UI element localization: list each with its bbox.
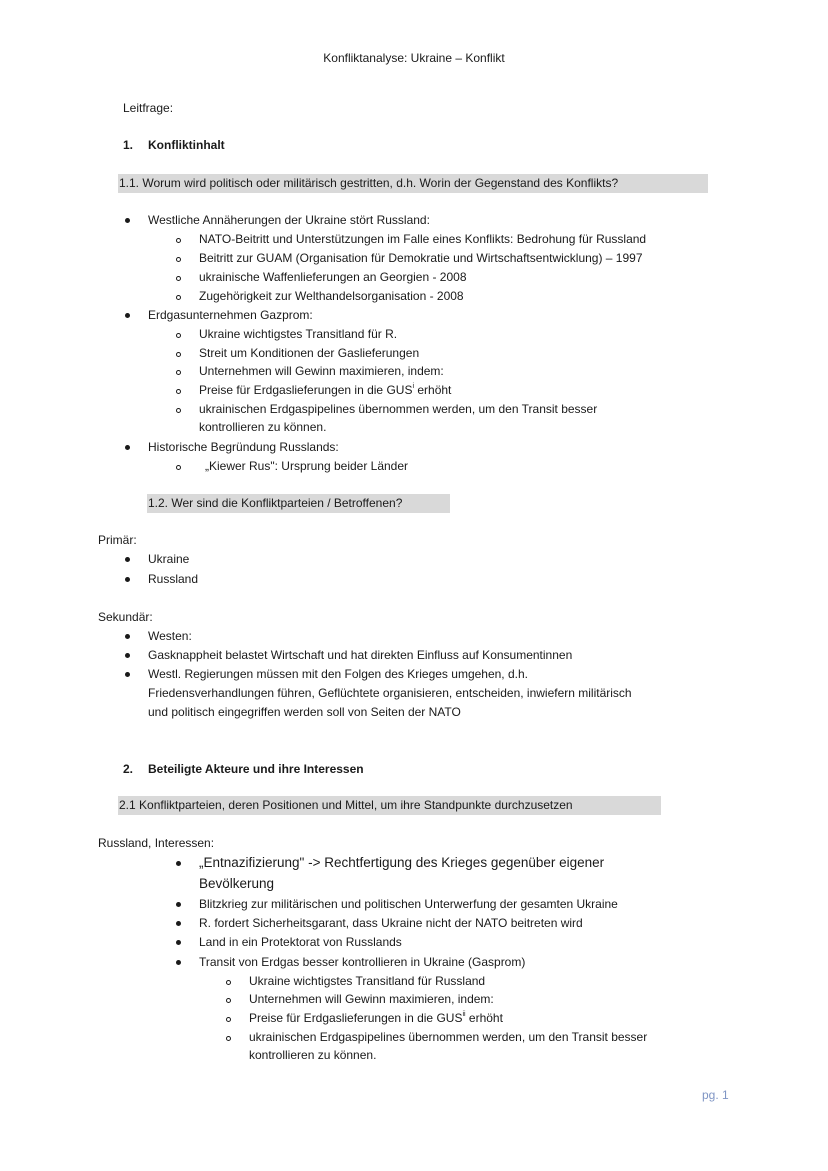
page-number: pg. 1	[702, 1088, 729, 1102]
list-item-continuation: kontrollieren zu können.	[199, 420, 327, 434]
bullet-icon	[125, 653, 130, 658]
bullet-icon	[125, 445, 130, 450]
list-item	[249, 1010, 503, 1026]
section-1-number: 1.	[123, 138, 134, 152]
list-item: Ukraine wichtigstes Transitland für R.	[199, 327, 398, 341]
bullet-icon	[125, 634, 130, 639]
list-item: Streit um Konditionen der Gaslieferungen	[199, 346, 420, 360]
list-item-continuation: kontrollieren zu können.	[249, 1048, 377, 1062]
bullet-icon	[125, 557, 130, 562]
list-item-continuation: und politisch eingegriffen werden soll von Seiten der NATO	[148, 705, 461, 719]
section-2-title: Beteiligte Akteure und ihre Interessen	[148, 762, 364, 776]
bullet-icon	[125, 672, 130, 677]
bullet-icon	[176, 940, 181, 945]
list-item: Westliche Annäherungen der Ukraine stört Russland:	[148, 213, 430, 227]
question-1-1: 1.1. Worum wird politisch oder militärisch gestritten, d.h. Worin der Gegenstand des Konflikts?	[119, 176, 619, 190]
bullet-icon	[176, 960, 181, 965]
primaer-label: Primär:	[98, 533, 137, 547]
list-item: Blitzkrieg zur militärischen und politischen Unterwerfung der gesamten Ukraine	[199, 897, 618, 911]
list-item-continuation: Friedensverhandlungen führen, Geflüchtete organisieren, entscheiden, inwiefern militärisch	[148, 686, 632, 700]
list-item-text: Preise für Erdgaslieferungen in die GUS	[199, 383, 413, 397]
list-item-continuation: Bevölkerung	[199, 876, 275, 891]
footnote-mark: i	[412, 383, 415, 390]
circle-bullet-icon	[226, 980, 231, 985]
circle-bullet-icon	[226, 1017, 231, 1022]
list-item-text: Preise für Erdgaslieferungen in die GUS	[249, 1011, 463, 1025]
list-item: Westl. Regierungen müssen mit den Folgen des Krieges umgehen, d.h.	[148, 667, 528, 681]
circle-bullet-icon	[176, 333, 181, 338]
bullet-icon	[125, 313, 130, 318]
list-item: Land in ein Protektorat von Russlands	[199, 935, 402, 949]
list-item: Historische Begründung Russlands:	[148, 440, 339, 454]
circle-bullet-icon	[176, 389, 181, 394]
circle-bullet-icon	[226, 998, 231, 1003]
list-item: Unternehmen will Gewinn maximieren, indem:	[249, 992, 494, 1006]
circle-bullet-icon	[176, 465, 181, 470]
circle-bullet-icon	[176, 408, 181, 413]
question-1-2: 1.2. Wer sind die Konfliktparteien / Betroffenen?	[148, 496, 403, 510]
footnote-mark: ii	[462, 1011, 466, 1018]
list-item: „Kiewer Rus": Ursprung beider Länder	[205, 459, 409, 473]
list-item: Erdgasunternehmen Gazprom:	[148, 308, 313, 322]
list-item-text: erhöht	[465, 1011, 503, 1025]
leitfrage-label: Leitfrage:	[123, 101, 174, 115]
bullet-icon	[125, 218, 130, 223]
list-item: R. fordert Sicherheitsgarant, dass Ukraine nicht der NATO beitreten wird	[199, 916, 583, 930]
list-item: Gasknappheit belastet Wirtschaft und hat direkten Einfluss auf Konsumentinnen	[148, 648, 573, 662]
bullet-icon	[176, 861, 181, 866]
circle-bullet-icon	[176, 352, 181, 357]
circle-bullet-icon	[176, 238, 181, 243]
list-item: Russland	[148, 572, 199, 586]
circle-bullet-icon	[176, 257, 181, 262]
circle-bullet-icon	[176, 276, 181, 281]
circle-bullet-icon	[226, 1036, 231, 1041]
list-item: Transit von Erdgas besser kontrollieren in Ukraine (Gasprom)	[199, 955, 526, 969]
section-1-title: Konfliktinhalt	[148, 138, 225, 152]
list-item	[199, 382, 451, 398]
document-title: Konfliktanalyse: Ukraine – Konflikt	[323, 51, 505, 65]
list-item: ukrainischen Erdgaspipelines übernommen werden, um den Transit besser	[249, 1030, 648, 1044]
section-2-number: 2.	[123, 762, 134, 776]
list-item-text: erhöht	[414, 383, 452, 397]
bullet-icon	[176, 902, 181, 907]
list-item: NATO-Beitritt und Unterstützungen im Falle eines Konflikts: Bedrohung für Russland	[199, 232, 647, 246]
list-item: Westen:	[148, 629, 192, 643]
bullet-icon	[176, 921, 181, 926]
list-item: Ukraine	[148, 552, 190, 566]
list-item: Beitritt zur GUAM (Organisation für Demokratie und Wirtschaftsentwicklung) – 1997	[199, 251, 643, 265]
russland-label: Russland, Interessen:	[98, 836, 215, 850]
list-item: Ukraine wichtigstes Transitland für Russland	[249, 974, 486, 988]
list-item: „Entnazifizierung" -> Rechtfertigung des Krieges gegenüber eigener	[199, 855, 605, 870]
circle-bullet-icon	[176, 295, 181, 300]
question-2-1: 2.1 Konfliktparteien, deren Positionen und Mittel, um ihre Standpunkte durchzusetzen	[119, 798, 573, 812]
bullet-icon	[125, 577, 130, 582]
list-item: Unternehmen will Gewinn maximieren, indem:	[199, 364, 444, 378]
sekundaer-label: Sekundär:	[98, 610, 153, 624]
circle-bullet-icon	[176, 370, 181, 375]
list-item: Zugehörigkeit zur Welthandelsorganisation - 2008	[199, 289, 464, 303]
list-item: ukrainischen Erdgaspipelines übernommen werden, um den Transit besser	[199, 402, 598, 416]
list-item: ukrainische Waffenlieferungen an Georgien - 2008	[199, 270, 467, 284]
